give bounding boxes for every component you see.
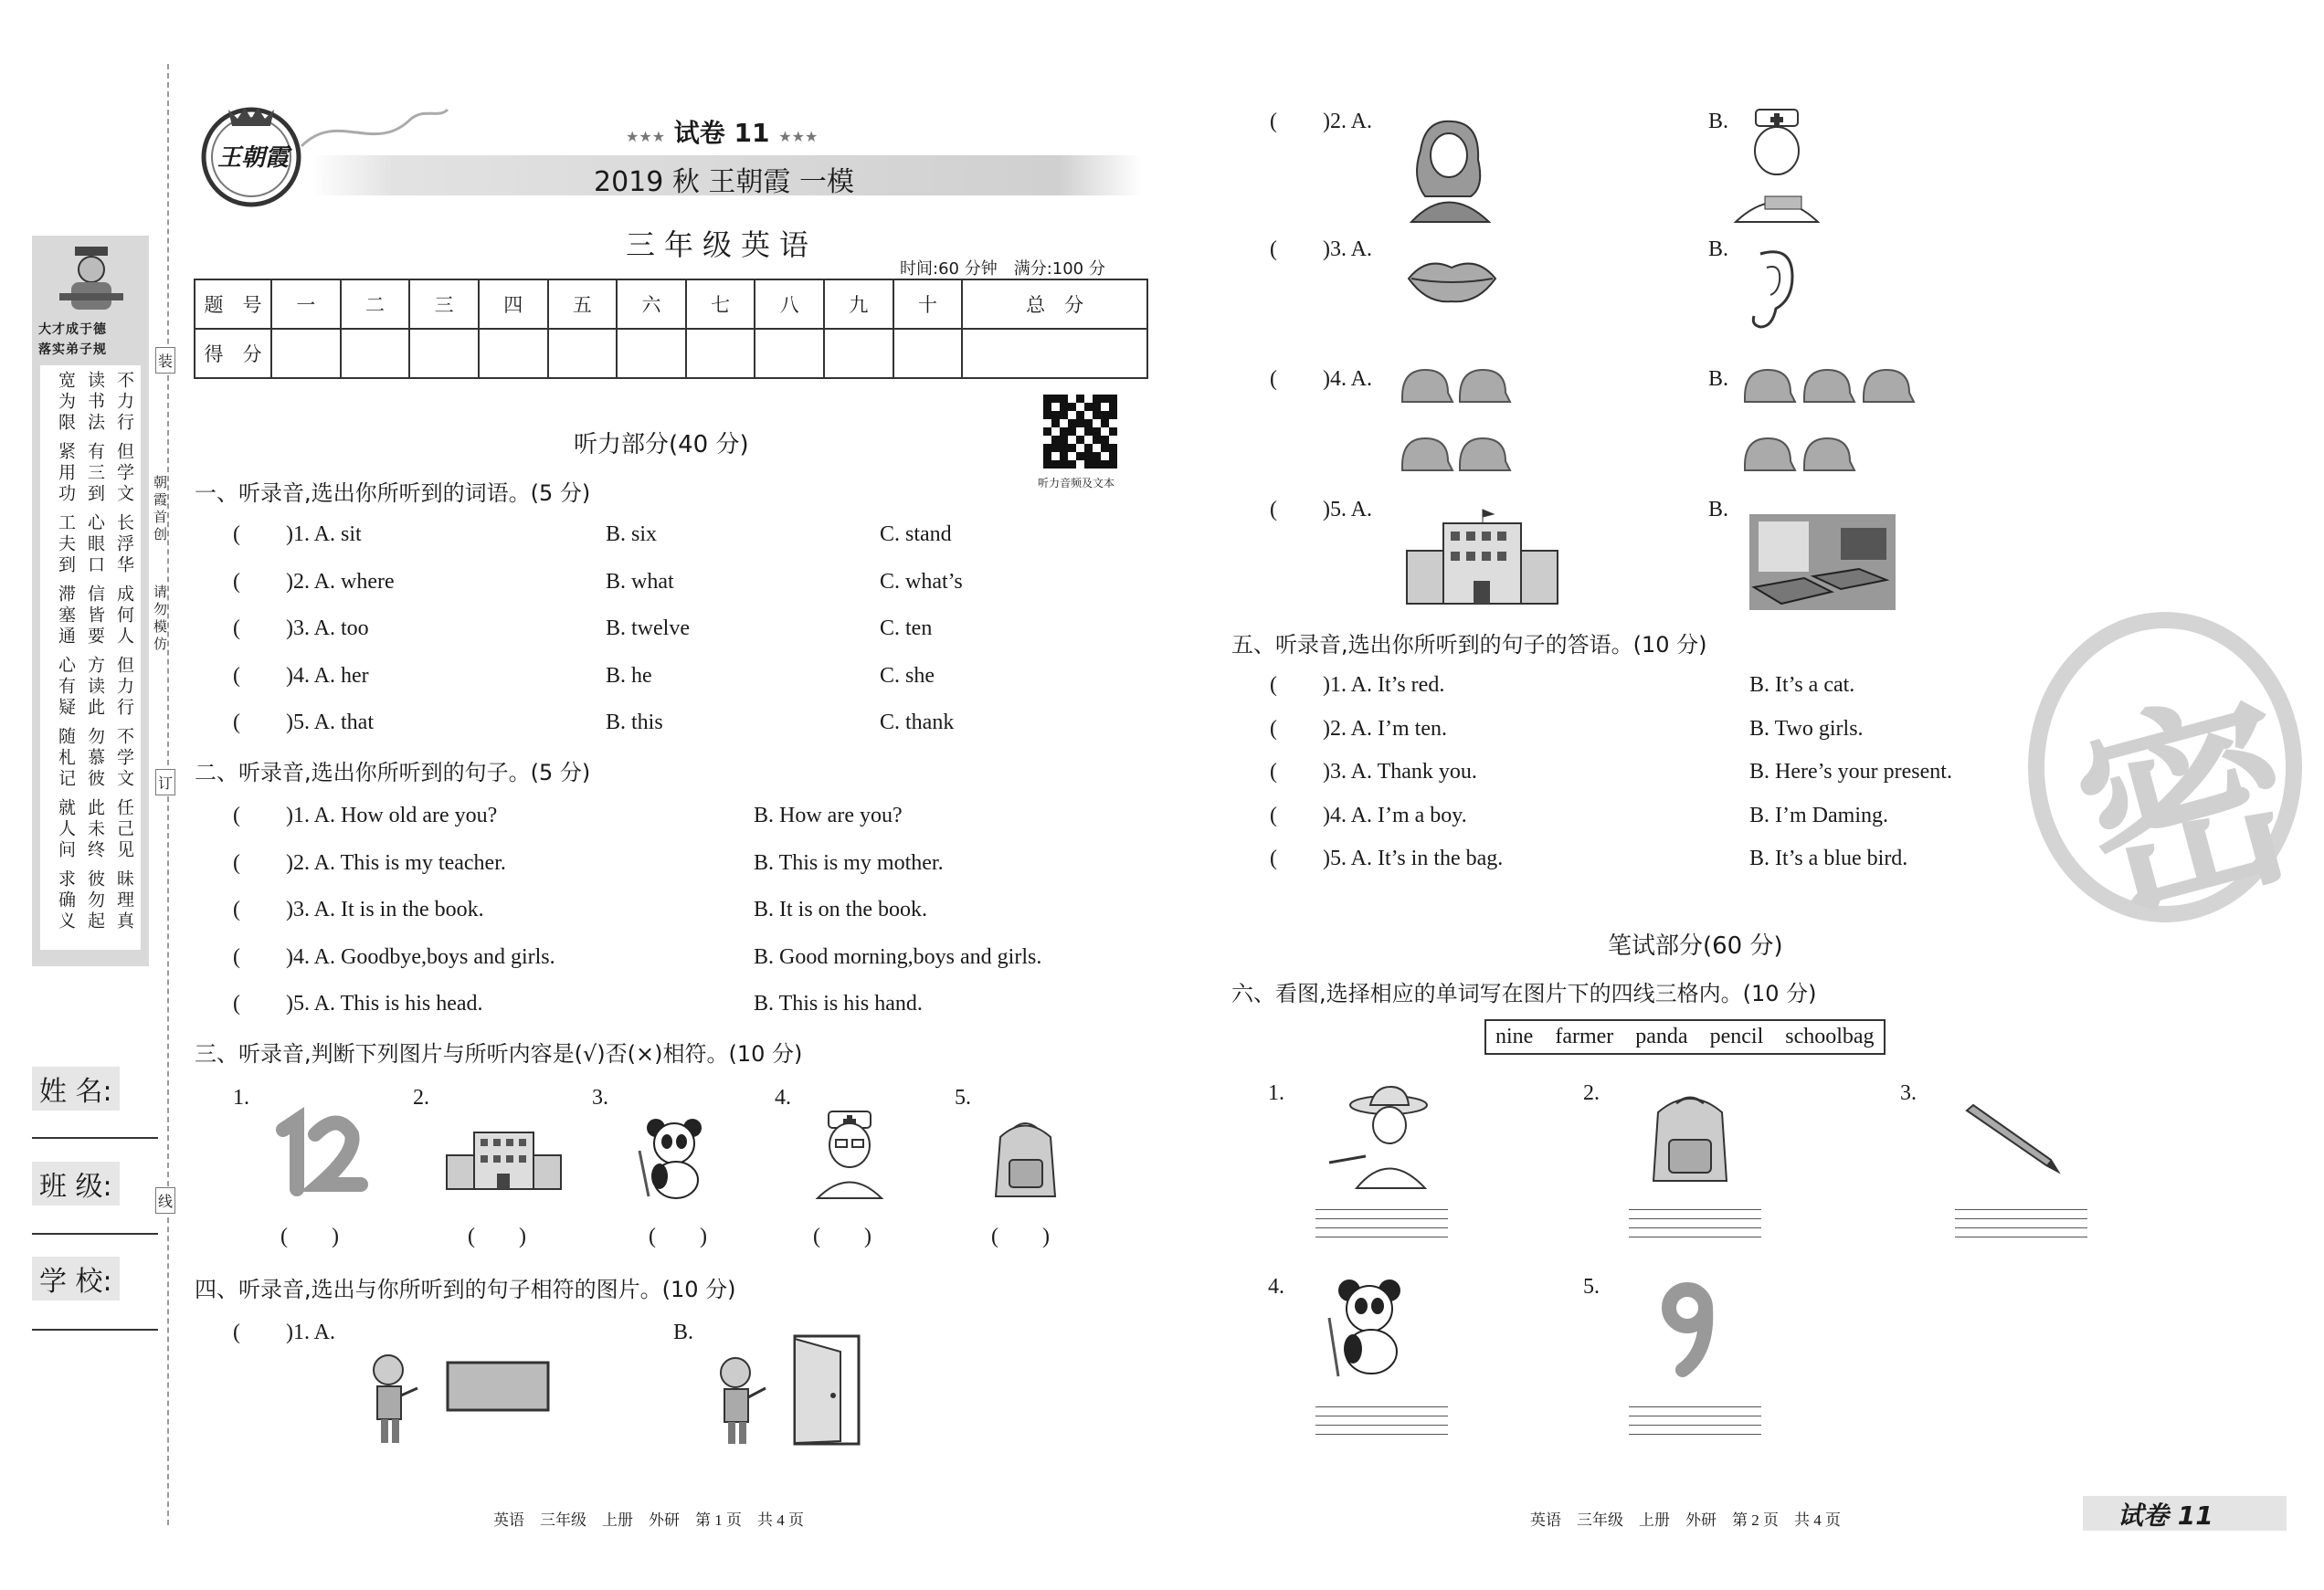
option-a: )3. A. It is in the book. xyxy=(286,898,484,921)
option-b: B. This is his hand. xyxy=(754,992,923,1016)
score-cell[interactable] xyxy=(686,329,755,378)
answer-paren[interactable]: ( xyxy=(233,992,240,1016)
table-row xyxy=(195,279,1147,329)
paper-number: ★★★ 试卷 11 ★★★ xyxy=(626,118,819,148)
list-item xyxy=(233,896,1146,943)
answer-paren[interactable]: ( xyxy=(233,711,240,734)
qr-code[interactable] xyxy=(1043,395,1117,469)
table-cell: 四 xyxy=(479,279,548,329)
option-b: B. Good morning,boys and girls. xyxy=(754,944,1042,969)
option-b: B. he xyxy=(606,663,652,688)
check-paren-4[interactable]: ( ) xyxy=(813,1225,872,1248)
secret-stamp-char: 密 xyxy=(2055,664,2322,954)
option-a: )1. A. It’s red. xyxy=(1323,673,1445,697)
name-label: 姓 名: xyxy=(32,1067,120,1111)
motto-line: 读书法 xyxy=(85,371,105,434)
motto-line: 长浮华 xyxy=(114,513,134,576)
table-cell: 二 xyxy=(341,279,410,329)
option-b: B. It’s a cat. xyxy=(1749,673,1855,697)
motto-line: 就人问 xyxy=(56,798,76,861)
s6-num-2: 2. xyxy=(1583,1081,1600,1105)
option-a: )5. A. This is his head. xyxy=(286,992,483,1016)
motto-line: 心眼口 xyxy=(85,513,105,576)
motto-line: 求确义 xyxy=(56,869,76,932)
answer-paren[interactable]: ( xyxy=(233,522,240,546)
option-b: B. It’s a blue bird. xyxy=(1749,847,1908,870)
section6-title: 六、看图,选择相应的单词写在图片下的四线三格内。(10 分) xyxy=(1231,981,1817,1006)
subject-title: 三年级英语 xyxy=(626,227,819,262)
motto-line: 随札记 xyxy=(56,727,76,790)
mouth-image xyxy=(1404,251,1500,306)
motto-line: 紧用功 xyxy=(56,442,76,505)
five-caps-image xyxy=(1740,365,1923,489)
section2-title: 二、听录音,选出你所听到的句子。(5 分) xyxy=(195,760,591,785)
list-item xyxy=(1270,845,2183,889)
answer-paren[interactable]: ( xyxy=(233,898,240,921)
paper-number-text: 试卷 11 xyxy=(673,118,770,148)
schoolbag-image xyxy=(982,1114,1069,1206)
farmer-image xyxy=(1325,1085,1439,1190)
motto-line: 成何人 xyxy=(114,584,134,648)
pencil-image xyxy=(1960,1103,2065,1174)
table-cell: 三 xyxy=(409,279,479,329)
table-cell: 七 xyxy=(686,279,755,329)
motto-line: 方读此 xyxy=(85,656,105,719)
classroom-image xyxy=(1749,514,1896,610)
score-cell[interactable] xyxy=(271,329,341,378)
motto-line: 滞塞通 xyxy=(56,584,76,648)
score-cell[interactable] xyxy=(617,329,686,378)
number-12-image xyxy=(274,1116,365,1194)
writing-lines-4[interactable] xyxy=(1315,1406,1448,1443)
answer-paren[interactable]: ( xyxy=(1270,367,1277,391)
answer-paren[interactable]: ( xyxy=(1270,803,1277,827)
section2-list xyxy=(233,802,1146,1037)
option-c: C. ten xyxy=(880,616,933,640)
word-item: nine xyxy=(1495,1025,1534,1048)
motto-line: 不力行 xyxy=(114,371,134,434)
score-cell[interactable] xyxy=(409,329,479,378)
table-cell: 六 xyxy=(617,279,686,329)
list-item xyxy=(233,615,1146,662)
class-field[interactable] xyxy=(32,1233,158,1235)
school-label: 学 校: xyxy=(32,1257,120,1300)
option-a: )2. A. This is my teacher. xyxy=(286,850,506,875)
ear-image xyxy=(1747,245,1797,332)
answer-paren[interactable]: ( xyxy=(1270,237,1277,261)
table-cell: 一 xyxy=(271,279,341,329)
option-a: )5. A. that xyxy=(286,711,374,734)
logo-text: 王朝霞 xyxy=(217,144,290,172)
list-item xyxy=(233,849,1146,897)
section4-title: 四、听录音,选出与你所听到的句子相符的图片。(10 分) xyxy=(195,1277,736,1302)
panda-image xyxy=(630,1114,717,1201)
motto-line: 此未终 xyxy=(85,798,105,861)
answer-paren[interactable]: ( xyxy=(1270,760,1277,784)
option-a: )4. A. Goodbye,boys and girls. xyxy=(286,944,555,969)
table-header-label: 得 分 xyxy=(195,329,271,378)
side-note-1: 朝霞首创 xyxy=(152,475,168,544)
check-paren-5[interactable]: ( ) xyxy=(991,1225,1050,1248)
option-b: B. this xyxy=(606,711,663,734)
s4-item-4-b: B. xyxy=(1708,367,1729,391)
doctor-image xyxy=(808,1107,891,1203)
schoolbag-image-2 xyxy=(1640,1085,1740,1190)
motto-line: 有三到 xyxy=(85,442,105,505)
option-a: )4. A. xyxy=(1323,367,1372,391)
list-item xyxy=(233,943,1146,991)
answer-paren[interactable]: ( xyxy=(233,1321,240,1344)
table-cell: 十 xyxy=(893,279,963,329)
word-bank xyxy=(1484,1019,1886,1055)
option-a: )4. A. her xyxy=(286,663,369,688)
writing-lines-1[interactable] xyxy=(1315,1209,1448,1246)
score-cell[interactable] xyxy=(479,329,548,378)
score-cell[interactable] xyxy=(755,329,824,378)
score-cell[interactable] xyxy=(962,329,1147,378)
name-field[interactable] xyxy=(32,1137,158,1139)
s3-num-2: 2. xyxy=(413,1086,429,1110)
option-a: )1. A. xyxy=(286,1321,335,1344)
s4-item-2-b: B. xyxy=(1708,110,1729,133)
writing-lines-5[interactable] xyxy=(1629,1406,1761,1443)
boy-pointing-door-image xyxy=(703,1332,877,1446)
footer-left: 英语 三年级 上册 外研 第 1 页 共 4 页 xyxy=(493,1511,804,1529)
option-a: )3. A. xyxy=(1323,237,1372,261)
seal-mark-2: 订 xyxy=(155,769,175,795)
section5-title: 五、听录音,选出你所听到的句子的答语。(10 分) xyxy=(1231,632,1707,658)
answer-paren[interactable]: ( xyxy=(233,663,240,688)
table-cell: 九 xyxy=(824,279,893,329)
motto-line: 任己见 xyxy=(114,798,134,861)
s6-num-5: 5. xyxy=(1583,1275,1600,1299)
motto-line: 但力行 xyxy=(114,656,134,719)
option-a: )3. A. too xyxy=(286,616,369,640)
number-9-image xyxy=(1655,1279,1719,1377)
time-info: 时间:60 分钟 满分:100 分 xyxy=(900,259,1105,279)
answer-paren[interactable]: ( xyxy=(1270,847,1277,870)
list-item xyxy=(233,568,1146,616)
footer-paper-tag: 试卷 11 xyxy=(2118,1500,2213,1531)
option-a: )4. A. I’m a boy. xyxy=(1323,803,1467,827)
answer-paren[interactable]: ( xyxy=(1270,673,1277,697)
s6-num-3: 3. xyxy=(1900,1081,1917,1105)
written-title: 笔试部分(60 分) xyxy=(1608,932,1783,960)
option-b: B. Two girls. xyxy=(1749,716,1864,741)
check-paren-1[interactable]: ( ) xyxy=(280,1225,339,1248)
s4-item-5-b: B. xyxy=(1708,498,1729,521)
answer-paren[interactable]: ( xyxy=(233,804,240,827)
s6-num-1: 1. xyxy=(1268,1081,1284,1105)
option-a: )5. A. It’s in the bag. xyxy=(1323,847,1504,870)
class-label: 班 级: xyxy=(32,1162,120,1206)
footer-right: 英语 三年级 上册 外研 第 2 页 共 4 页 xyxy=(1530,1511,1841,1529)
s4-item-5 xyxy=(1270,496,1372,523)
section3-title: 三、听录音,判断下列图片与所听内容是(√)否(×)相符。(10 分) xyxy=(195,1041,803,1067)
seal-mark-3: 线 xyxy=(155,1187,175,1214)
score-table xyxy=(194,279,1148,379)
s3-num-1: 1. xyxy=(233,1086,249,1110)
mother-image xyxy=(1398,114,1498,224)
word-item: farmer xyxy=(1555,1025,1614,1048)
table-cell: 总 分 xyxy=(962,279,1147,329)
section1-title: 一、听录音,选出你所听到的词语。(5 分) xyxy=(195,480,591,506)
option-a: )2. A. xyxy=(1323,110,1372,133)
motto-line: 工夫到 xyxy=(56,513,76,576)
s4-item-1-b: B. xyxy=(673,1321,694,1344)
panda-image-2 xyxy=(1320,1274,1416,1379)
writing-lines-2[interactable] xyxy=(1629,1209,1761,1246)
option-b: B. This is my mother. xyxy=(754,850,944,875)
option-b: B. six xyxy=(606,522,658,546)
option-a: )2. A. where xyxy=(286,569,395,594)
motto-line: 宽为限 xyxy=(56,371,76,434)
option-a: )1. A. sit xyxy=(286,522,362,546)
s6-num-4: 4. xyxy=(1268,1275,1284,1299)
scholar-illustration xyxy=(55,242,128,315)
check-paren-2[interactable]: ( ) xyxy=(468,1225,526,1248)
score-cell[interactable] xyxy=(341,329,410,378)
motto-line: 但学文 xyxy=(114,442,134,505)
option-a: )5. A. xyxy=(1323,498,1372,521)
option-c: C. stand xyxy=(880,522,952,546)
option-c: C. she xyxy=(880,663,935,688)
side-note-2: 请勿模仿 xyxy=(152,584,168,654)
list-item xyxy=(233,709,1146,756)
option-c: C. thank xyxy=(880,711,955,734)
school-field[interactable] xyxy=(32,1329,158,1331)
answer-paren[interactable]: ( xyxy=(1270,110,1277,133)
section1-list xyxy=(233,521,1146,756)
score-cell[interactable] xyxy=(824,329,893,378)
motto-lines xyxy=(48,371,139,946)
option-a: )1. A. How old are you? xyxy=(286,804,498,827)
motto-title-2: 落实弟子规 xyxy=(38,342,107,357)
boy-pointing-board-image xyxy=(361,1343,557,1448)
nurse-image xyxy=(1727,105,1827,224)
answer-paren[interactable]: ( xyxy=(1270,716,1277,741)
writing-lines-3[interactable] xyxy=(1955,1209,2087,1246)
answer-paren[interactable]: ( xyxy=(1270,498,1277,521)
list-item xyxy=(233,802,1146,849)
list-item xyxy=(233,662,1146,710)
s3-num-3: 3. xyxy=(592,1086,608,1110)
option-b: B. It is on the book. xyxy=(754,898,927,921)
motto-line: 昧理真 xyxy=(114,869,134,932)
motto-line: 不学文 xyxy=(114,727,134,790)
s3-num-5: 5. xyxy=(955,1086,971,1110)
option-c: C. what’s xyxy=(880,569,963,594)
listening-title: 听力部分(40 分) xyxy=(574,431,749,458)
qr-caption: 听力音频及文本 xyxy=(1038,477,1115,490)
answer-paren[interactable]: ( xyxy=(233,944,240,969)
table-row xyxy=(195,329,1147,378)
option-b: B. How are you? xyxy=(754,804,903,827)
seal-mark-1: 装 xyxy=(155,347,175,374)
check-paren-3[interactable]: ( ) xyxy=(649,1225,707,1248)
s3-num-4: 4. xyxy=(775,1086,791,1110)
word-item: schoolbag xyxy=(1785,1025,1875,1048)
option-a: )3. A. Thank you. xyxy=(1323,760,1477,784)
school-building-image xyxy=(442,1119,565,1194)
answer-paren[interactable]: ( xyxy=(233,850,240,875)
word-item: panda xyxy=(1635,1025,1688,1048)
option-b: B. I’m Daming. xyxy=(1749,803,1888,827)
option-a: )2. A. I’m ten. xyxy=(1323,716,1447,741)
s4-item-3-b: B. xyxy=(1708,237,1729,261)
s4-item-4 xyxy=(1270,365,1372,393)
answer-paren[interactable]: ( xyxy=(233,569,240,594)
exam-title: 2019 秋 王朝霞 一模 xyxy=(594,166,854,198)
score-cell[interactable] xyxy=(893,329,963,378)
motto-line: 心有疑 xyxy=(56,656,76,719)
option-b: B. Here’s your present. xyxy=(1749,760,1952,784)
motto-line: 勿慕彼 xyxy=(85,727,105,790)
s4-item-2 xyxy=(1270,108,1372,135)
motto-title-1: 大才成于德 xyxy=(38,322,107,337)
option-b: B. twelve xyxy=(606,616,690,640)
motto-line: 信皆要 xyxy=(85,584,105,648)
s4-item-3 xyxy=(1270,236,1372,263)
s4-item-1 xyxy=(233,1319,335,1346)
list-item xyxy=(233,521,1146,568)
list-item xyxy=(233,990,1146,1037)
motto-line: 彼勿起 xyxy=(85,869,105,932)
table-cell: 八 xyxy=(755,279,824,329)
option-b: B. what xyxy=(606,569,674,594)
table-header-label: 题 号 xyxy=(195,279,271,329)
four-caps-image xyxy=(1398,365,1516,489)
word-item: pencil xyxy=(1709,1025,1764,1048)
table-cell: 五 xyxy=(548,279,618,329)
answer-paren[interactable]: ( xyxy=(233,616,240,640)
school-building-image-2 xyxy=(1402,510,1562,608)
score-cell[interactable] xyxy=(548,329,618,378)
